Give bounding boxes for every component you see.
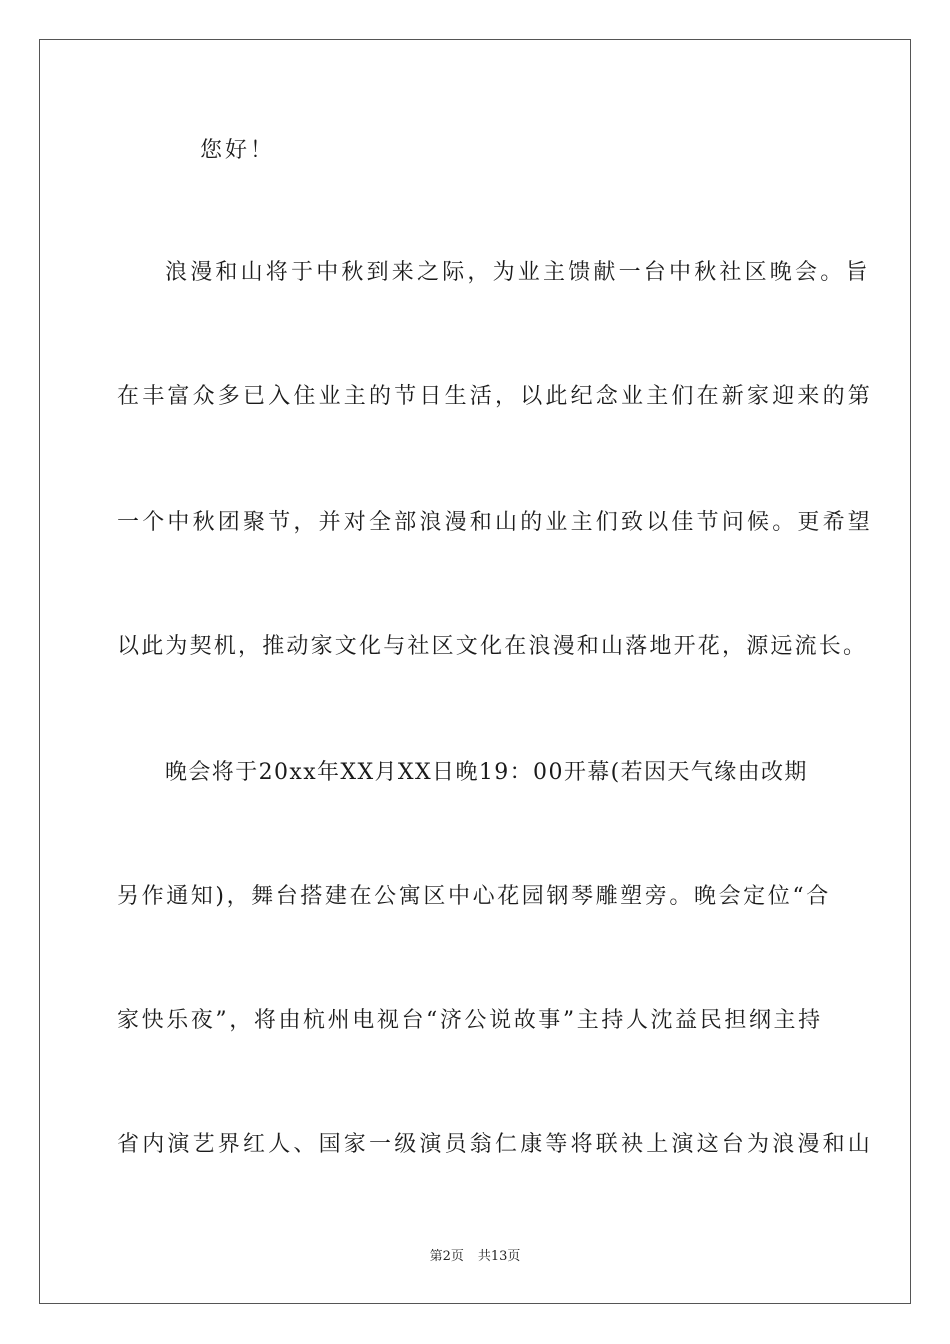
body-line-7: 家快乐夜”，将由杭州电视台“济公说故事”主持人沈益民担纲主持 xyxy=(117,1008,823,1033)
page-border xyxy=(39,39,911,1304)
body-line-5: 晚会将于20xx年XX月XX日晚19：00开幕(若因天气缘由改期 xyxy=(165,760,808,785)
page-total: 共13页 xyxy=(477,1249,521,1264)
body-line-4: 以此为契机，推动家文化与社区文化在浪漫和山落地开花，源远流长。 xyxy=(117,634,868,659)
page-footer xyxy=(0,1248,950,1266)
page-number: 第2页 xyxy=(429,1249,464,1264)
body-line-8: 省内演艺界红人、国家一级演员翁仁康等将联袂上演这台为浪漫和山 xyxy=(117,1132,874,1157)
greeting-line: 您好！ xyxy=(200,138,276,163)
body-line-3: 一个中秋团聚节，并对全部浪漫和山的业主们致以佳节问候。更希望 xyxy=(117,510,874,535)
body-line-1: 浪漫和山将于中秋到来之际，为业主馈献一台中秋社区晚会。旨 xyxy=(165,260,871,285)
body-line-2: 在丰富众多已入住业主的节日生活，以此纪念业主们在新家迎来的第 xyxy=(117,384,874,409)
body-line-6: 另作通知)，舞台搭建在公寓区中心花园钢琴雕塑旁。晚会定位“合 xyxy=(117,884,831,909)
